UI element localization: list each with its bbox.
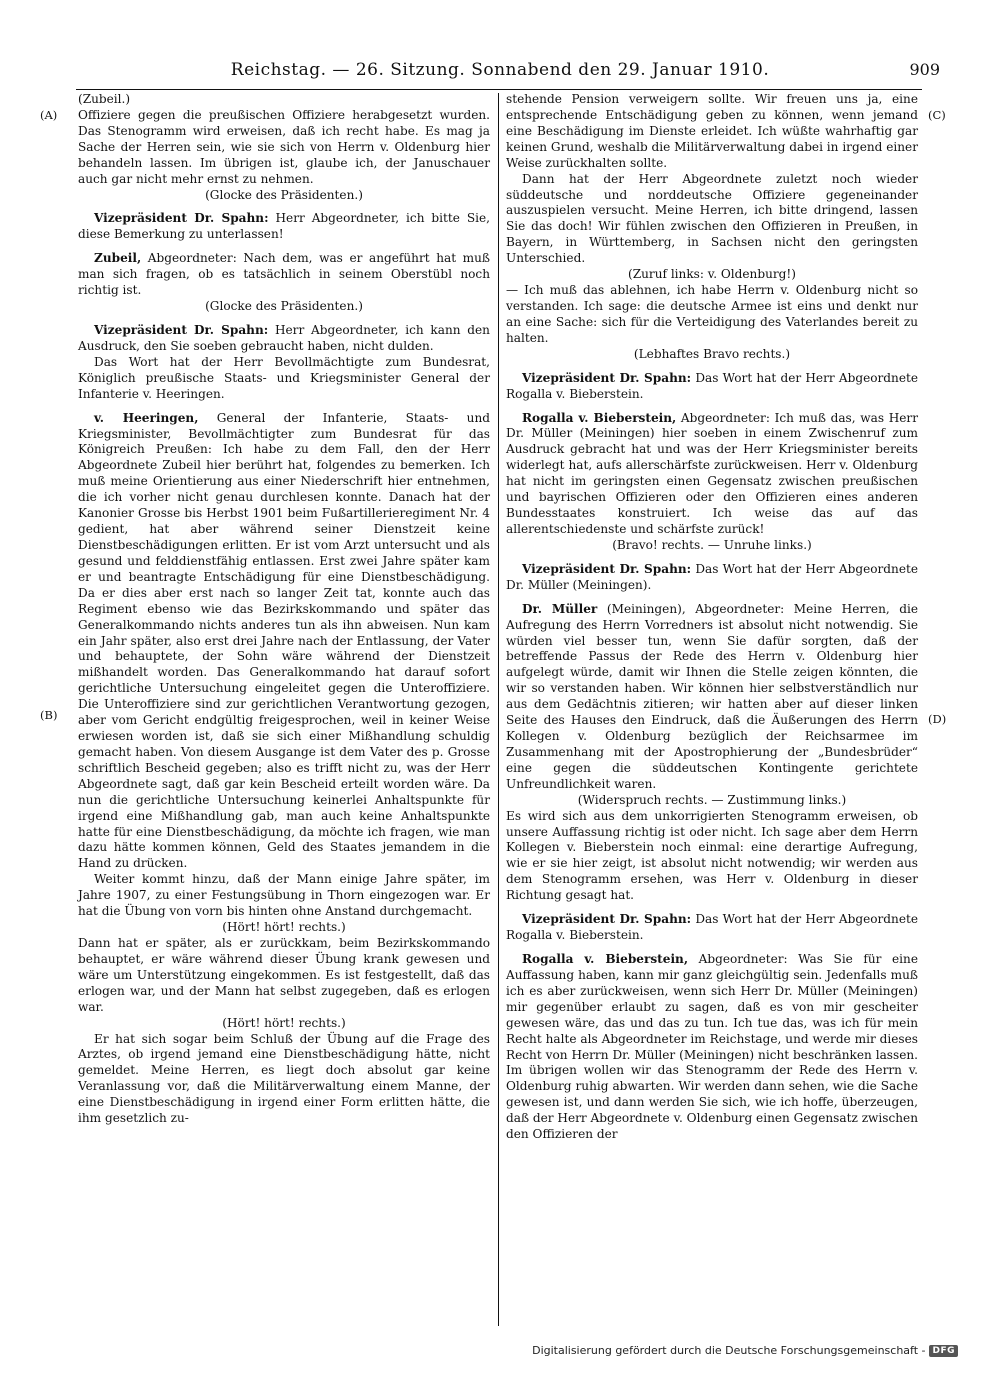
speaker-name: Vizepräsident Dr. Spahn: [522,912,692,927]
speaker-name: v. Heeringen, [94,410,199,425]
interjection: (Bravo! rechts. — Unruhe links.) [612,537,812,552]
speaker-name: Rogalla v. Bieberstein, [522,410,677,425]
margin-mark-a: (A) [40,108,58,122]
interjection: (Lebhaftes Bravo rechts.) [633,346,791,361]
interjection: (Glocke des Präsidenten.) [205,299,363,314]
speaker-name: Vizepräsident Dr. Spahn: [522,370,692,385]
speaker-name: Dr. Müller [522,601,598,616]
right-column [506,92,918,1143]
dfg-logo-icon: DFG [929,1345,958,1357]
paragraph: Weiter kommt hinzu, daß der Mann einige Jahre später, im Jahre 1907, zu einer Festungsübung in Thorn eingezogen war. Er hat die Übung von vorn bis hinten ohne Anstand durchgemacht. [78,872,490,919]
paragraph: Er hat sich sogar beim Schluß der Übung auf die Frage des Arztes, ob irgend jemand eine Dienstbeschädigung hätte, nicht gemeldet. Meine Herren, es liegt doch absolut gar keine Veranlassung vor, daß die Militärverwaltung einem Manne, der eine Dienstbeschädigung in irgend einer Form erlitten hätte, die ihm gesetzlich zu- [78,1031,490,1126]
speech-text: Das Wort hat der Herr Abgeordnete Dr. Müller (Meiningen). [506,561,918,592]
margin-mark-b: (B) [40,708,58,722]
funding-note: Digitalisierung gefördert durch die Deutsche Forschungsgemeinschaft - [532,1344,926,1357]
interjection: (Zuruf links: v. Oldenburg!) [628,267,796,282]
page-number: 909 [909,60,940,79]
speech-text: Abgeordneter: Was Sie für eine Auffassung haben, kann mir ganz gleichgültig sein. Jedenfalls muß ich es aber zurückweisen, wenn sich Herr Dr. Müller (Meiningen) mir gegenüber erlaubt zu sagen, daß es von mir gescheiter gewesen wäre, das und das zu tun. Ich tue das, was ich für mein Recht halte als Abgeordneter im Reichstage, und werde mir dieses Recht von Herrn Dr. Müller (Meiningen) nicht beschränken lassen. Im übrigen wollen wir das Stenogramm der Rede des Herrn v. Oldenburg ruhig abwarten. Wir werden dann sehen, wie die Sache gewesen ist, und dann werden Sie sich, wie ich hoffe, überzeugen, daß der Herr Abgeordnete v. Oldenburg einen Gegensatz zwischen den Offizieren der [506,952,918,1142]
speech-paragraph [506,411,918,538]
paragraph: Dann hat der Herr Abgeordnete zuletzt noch wieder süddeutsche und norddeutsche Offiziere gegeneinander auszuspielen versucht. Meine Herren, ich bitte dringend, lassen Sie das doch! Wir fühlen zwischen den Offizieren in Preußen, in Bayern, in Württemberg, in Sachsen nicht den geringsten Unterschied. [506,171,918,266]
paragraph: stehende Pension verweigern sollte. Wir freuen uns ja, eine entsprechende Entschädigung geben zu können, wenn jemand eine Beschädigung im Dienste erleidet. Ich wüßte wahrhaftig gar keinen Grund, weshalb die Militärverwaltung dabei in irgend einer Weise zurückhalten sollte. [506,92,918,170]
speech-text: Das Wort hat der Herr Abgeordnete Rogalla v. Bieberstein. [506,912,918,943]
speech-text: (Meiningen), Abgeordneter: Meine Herren, die Aufregung des Herrn Vorredners ist absolut nicht notwendig. Sie würden viel besser tun, wenn Sie dafür sorgten, daß der betreffende Passus der Rede des Herrn v. Oldenburg hier aufgelegt würde, damit wir Ihnen die Stelle zeigen könnten, die wir so verstanden haben. Wir können hier selbstverständlich nur aus dem Gedächtnis zitieren; wir hatten aber auf dieser linken Seite des Hauses den Eindruck, daß die Äußerungen des Herrn Kollegen v. Oldenburg bezüglich der Reichsarmee im Zusammenhang mit der Apostrophierung der „Bundesbrüder“ eine gegen die süddeutschen Kontingente gerichtete Unfreundlichkeit waren. [506,601,919,791]
paragraph: Offiziere gegen die preußischen Offiziere herabgesetzt wurden. Das Stenogramm wird erweisen, daß ich recht habe. Es mag ja Sache der Herren sein, wie sie sich von Herrn v. Oldenburg hier behandeln lassen. Im übrigen ist, glaube ich, der Januschauer auch gar nicht mehr ernst zu nehmen. [78,107,490,186]
running-title: Reichstag. — 26. Sitzung. Sonnabend den 29. Januar 1910. [230,60,770,80]
speaker-name: Vizepräsident Dr. Spahn: [522,561,692,576]
paragraph: Das Wort hat der Herr Bevollmächtigte zum Bundesrat, Königlich preußische Staats- und Kriegsminister General der Infanterie v. Heeringen. [78,354,490,401]
paragraph: — Ich muß das ablehnen, ich habe Herrn v. Oldenburg nicht so verstanden. Ich sage: die deutsche Armee ist eins und denkt nur an eine Sache: sich für die Verteidigung des Vaterlandes bereit zu halten. [506,283,918,345]
speech-paragraph [78,211,490,243]
speech-paragraph [506,562,918,594]
left-column [78,92,490,1127]
speaker-name: Vizepräsident Dr. Spahn: [94,211,269,226]
interjection: (Widerspruch rechts. — Zustimmung links.) [577,792,847,807]
speech-text: General der Infanterie, Staats- und Kriegsminister, Bevollmächtigter zum Bundesrat für das Königreich Preußen: Ich habe zu dem Fall, den der Herr Abgeordnete Zubeil hier berührt hat, folgendes zu bemerken. Ich muß meine Orientierung aus einer Niederschrift hier entnehmen, die ich vorher nicht genau durchlesen konnte. Danach hat der Kanonier Grosse bis Herbst 1901 beim Fußartillerieregiment Nr. 4 gedient, hat aber während seiner Dienstzeit keine Dienstbeschädigungen erlitten. Er ist vom Arzt untersucht und als gesund und felddienstfähig entlassen. Erst zwei Jahre später kam er und beantragte Entschädigung für eine Dienstbeschädigung. Da er dies aber erst nach so langer Zeit tat, konnte auch das Regiment ebenso wie das Bezirkskommando und später das Generalkommando nichts anderes tun als ihn abweisen. Nun kam ein Jahr später, also erst drei Jahre nach der Entlassung, der Vater und behauptete, der Sohn wäre während der Dienstzeit mißhandelt worden. Das Generalkommando hat darauf sofort gerichtliche Untersuchung eingeleitet gegen die Unteroffiziere. Die Unteroffiziere sind zur gerichtlichen Verantwortung gezogen, aber vom Gericht endgültig freigesprochen, weil in keiner Weise erwiesen worden ist, daß sie sich einer Mißhandlung schuldig gemacht haben. Von diesem Ausgange ist dem Vater des p. Grosse schriftlich Bescheid gegeben; also es trifft nicht zu, was der Herr Abgeordnete sagt, daß gar kein Bescheid erteilt worden wäre. Da nun die gerichtliche Untersuchung keinerlei Anhaltspunkte für irgend eine Mißhandlung gab, man auch keine Anhaltspunkte hatte für eine Dienstbeschädigung, da möchte ich fragen, wie man dazu hätte kommen können, Geld des Staates jemandem in die Hand zu drücken. [78,410,490,871]
speech-text: Abgeordneter: Ich muß das, was Herr Dr. Müller (Meiningen) hier soeben in einem Zwischenruf zum Ausdruck gebracht hat und was der Herr Kriegsminister bereits widerlegt hat, aufs allerschärfste zurückweisen. Herr v. Oldenburg hat nicht im geringsten einen Gegensatz zwischen preußischen und bayrischen Offizieren oder den Offizieren eines anderen Bundesstaates konstruiert. Ich weise das auf das allerentschiedenste und schärfste zurück! [506,410,918,536]
margin-mark-d: (D) [928,712,947,726]
interjection: (Hört! hört! rechts.) [222,1015,346,1030]
speech-text: Abgeordneter: Nach dem, was er angeführt hat muß man sich fragen, ob es tatsächlich in seinem Oberstübl noch richtig ist. [78,251,490,298]
speech-paragraph [506,371,918,403]
speech-text: Herr Abgeordneter, ich kann den Ausdruck, den Sie soeben gebraucht haben, nicht dulden. [78,322,490,353]
column-divider [498,93,499,1326]
page-header [60,60,940,84]
interjection: (Glocke des Präsidenten.) [205,187,363,202]
continued-speaker: (Zubeil.) [78,92,131,106]
speech-paragraph [506,952,918,1143]
speech-paragraph [78,323,490,355]
paragraph: Es wird sich aus dem unkorrigierten Stenogramm erweisen, ob unsere Auffassung richtig ist oder nicht. Ich sage aber dem Herrn Kollegen v. Bieberstein noch einmal: eine derartige Aufregung, wie er sie hier zeigt, ist absolut nicht notwendig; wir werden aus dem Stenogramm ersehen, was Herr v. Oldenburg in dieser Richtung gesagt hat. [506,808,918,903]
speech-paragraph [506,602,918,793]
speech-paragraph [78,251,490,299]
interjection: (Hört! hört! rechts.) [222,920,346,935]
header-rule [76,89,922,90]
paragraph: Dann hat er später, als er zurückkam, beim Bezirkskommando behauptet, er wäre während dieser Übung krank gewesen und wäre um Unterstützung eingekommen. Es ist festgestellt, daß das erlogen war, und der Mann hat selbst zugegeben, daß es erlogen war. [78,936,490,1014]
speaker-name: Vizepräsident Dr. Spahn: [94,322,269,337]
speaker-name: Rogalla v. Bieberstein, [522,952,689,967]
speech-paragraph [78,411,490,873]
speech-text: Herr Abgeordneter, ich bitte Sie, diese Bemerkung zu unterlassen! [78,211,490,242]
speech-text: Das Wort hat der Herr Abgeordnete Rogalla v. Bieberstein. [506,370,918,401]
page-footer [532,1344,958,1357]
margin-mark-c: (C) [928,108,946,122]
speaker-name: Zubeil, [94,251,142,266]
speech-paragraph [506,912,918,944]
